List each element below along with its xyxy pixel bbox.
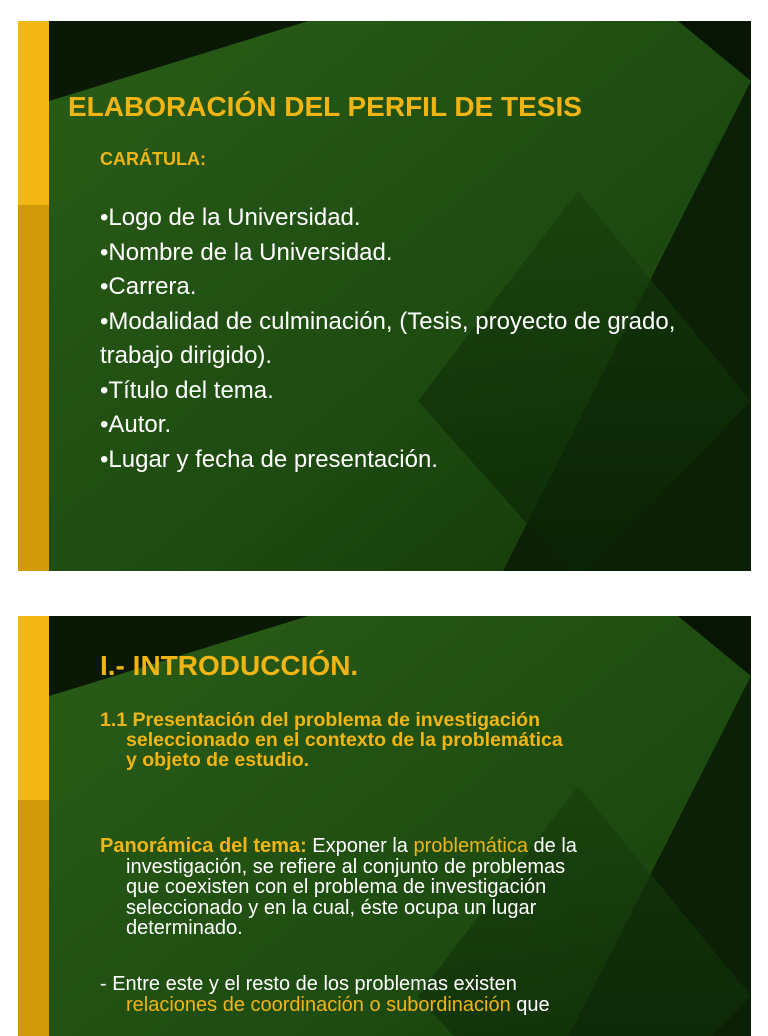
bullet-item: •Nombre de la Universidad. (100, 238, 393, 266)
panorama-text-after: de la (528, 835, 577, 857)
section-heading (100, 710, 700, 770)
bullet-item: •Lugar y fecha de presentación. (100, 445, 438, 473)
bullet-item: •Autor. (100, 411, 172, 438)
slide-1-bullet-list (100, 201, 720, 477)
panorama-text-before: Exponer la (306, 835, 414, 857)
relations-line-2 (100, 995, 720, 1016)
panorama-line-4: seleccionado y en la cual, éste ocupa un lugar (126, 896, 537, 919)
panorama-line-2: investigación, se refiere al conjunto de problemas (126, 855, 566, 878)
relations-line-1: - Entre este y el resto de los problemas existen (100, 973, 517, 995)
slide-2-title: I.- INTRODUCCIÓN. (100, 650, 359, 681)
slide-1-title: ELABORACIÓN DEL PERFIL DE TESIS (68, 91, 582, 122)
panorama-paragraph (100, 836, 720, 939)
section-heading-line-1: 1.1 Presentación del problema de investigación (100, 709, 540, 731)
bullet-item: •Modalidad de culminación, (Tesis, proyecto de grado, trabajo dirigido). (100, 307, 676, 369)
section-heading-line-3: y objeto de estudio. (126, 749, 310, 771)
section-heading-line-2: seleccionado en el contexto de la problemática (126, 729, 563, 751)
panorama-label: Panorámica del tema: (100, 835, 307, 857)
relations-highlight: relaciones de coordinación o subordinación (126, 993, 511, 1016)
panorama-line-3: que coexisten con el problema de investigación (126, 876, 547, 898)
panorama-line-5: determinado. (126, 917, 243, 939)
slide-1 (18, 21, 751, 571)
relations-paragraph (100, 974, 720, 1015)
bullet-item: •Carrera. (100, 273, 197, 300)
bullet-item: •Logo de la Universidad. (100, 204, 361, 231)
slide-2 (18, 616, 751, 1036)
bullet-item: •Título del tema. (100, 376, 274, 404)
panorama-highlight: problemática (413, 835, 528, 857)
relations-after: que (510, 993, 550, 1016)
slide-1-subtitle: CARÁTULA: (100, 149, 206, 169)
